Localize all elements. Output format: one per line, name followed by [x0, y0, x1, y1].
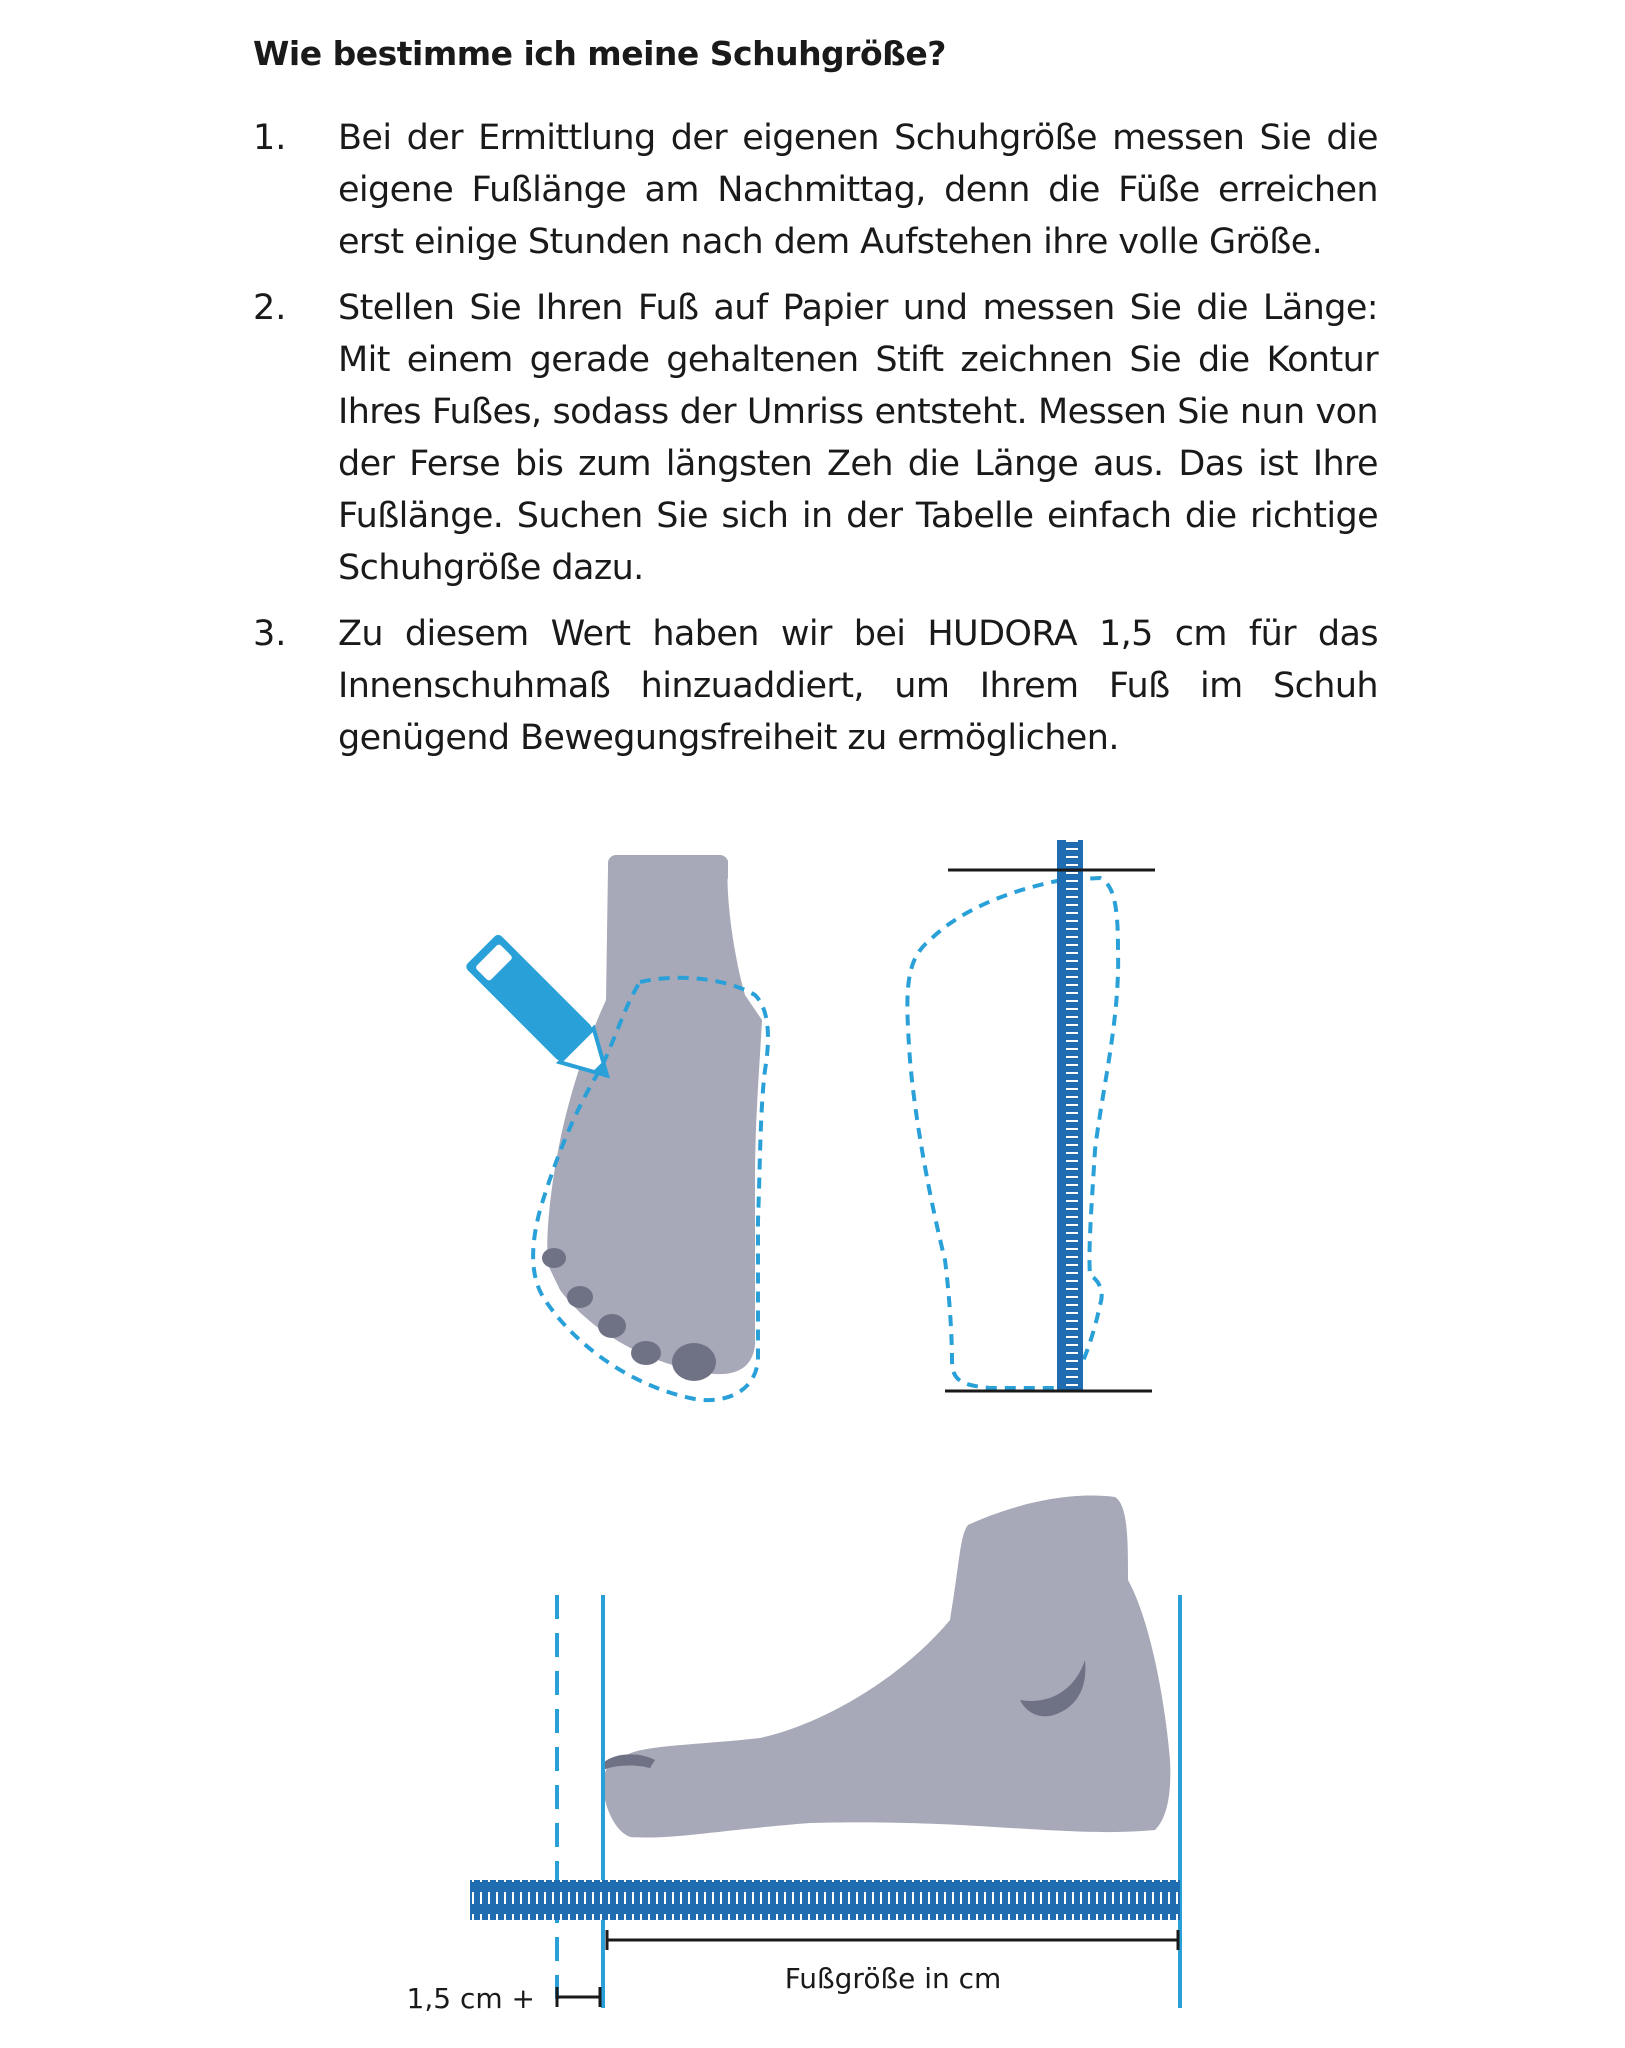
step-number: 3.	[253, 614, 287, 654]
foot-top-view-icon	[542, 855, 762, 1381]
foot-length-dimension	[607, 1930, 1178, 1950]
step-text: Bei der Ermittlung der eigenen Schuhgröße messen Sie die eigene Fußlänge am Nachmittag, denn die Füße erreichen erst einige Stunden nach dem Aufstehen ihre volle Größe.	[338, 118, 1378, 262]
page-title: Wie bestimme ich meine Schuhgröße?	[253, 34, 946, 73]
vertical-ruler-icon	[945, 840, 1155, 1391]
allowance-label: 1,5 cm +	[406, 1982, 535, 2015]
step-text: Zu diesem Wert haben wir bei HUDORA 1,5 cm für das Innenschuhmaß hinzuaddiert, um Ihrem Fuß im Schuh genügend Bewegungsfreiheit zu ermöglichen.	[338, 614, 1378, 758]
traced-foot-outline	[907, 878, 1118, 1388]
step-number: 1.	[253, 118, 287, 158]
step-text: Stellen Sie Ihren Fuß auf Papier und messen Sie die Länge: Mit einem gerade gehaltenen Stift zeichnen Sie die Kontur Ihres Fußes, sodass der Umriss entsteht. Messen Sie nun von der Ferse bis zum längsten Zeh die Länge aus. Das ist Ihre Fußlänge. Suchen Sie sich in der Tabelle einfach die richtige Schuhgröße dazu.	[338, 288, 1378, 588]
allowance-dimension	[557, 1987, 600, 2007]
foot-side-view-icon	[603, 1496, 1170, 1838]
foot-length-label: Fußgröße in cm	[784, 1962, 1002, 1995]
pencil-icon	[464, 933, 624, 1093]
horizontal-ruler-icon	[470, 1880, 1180, 1920]
step-number: 2.	[253, 288, 287, 328]
